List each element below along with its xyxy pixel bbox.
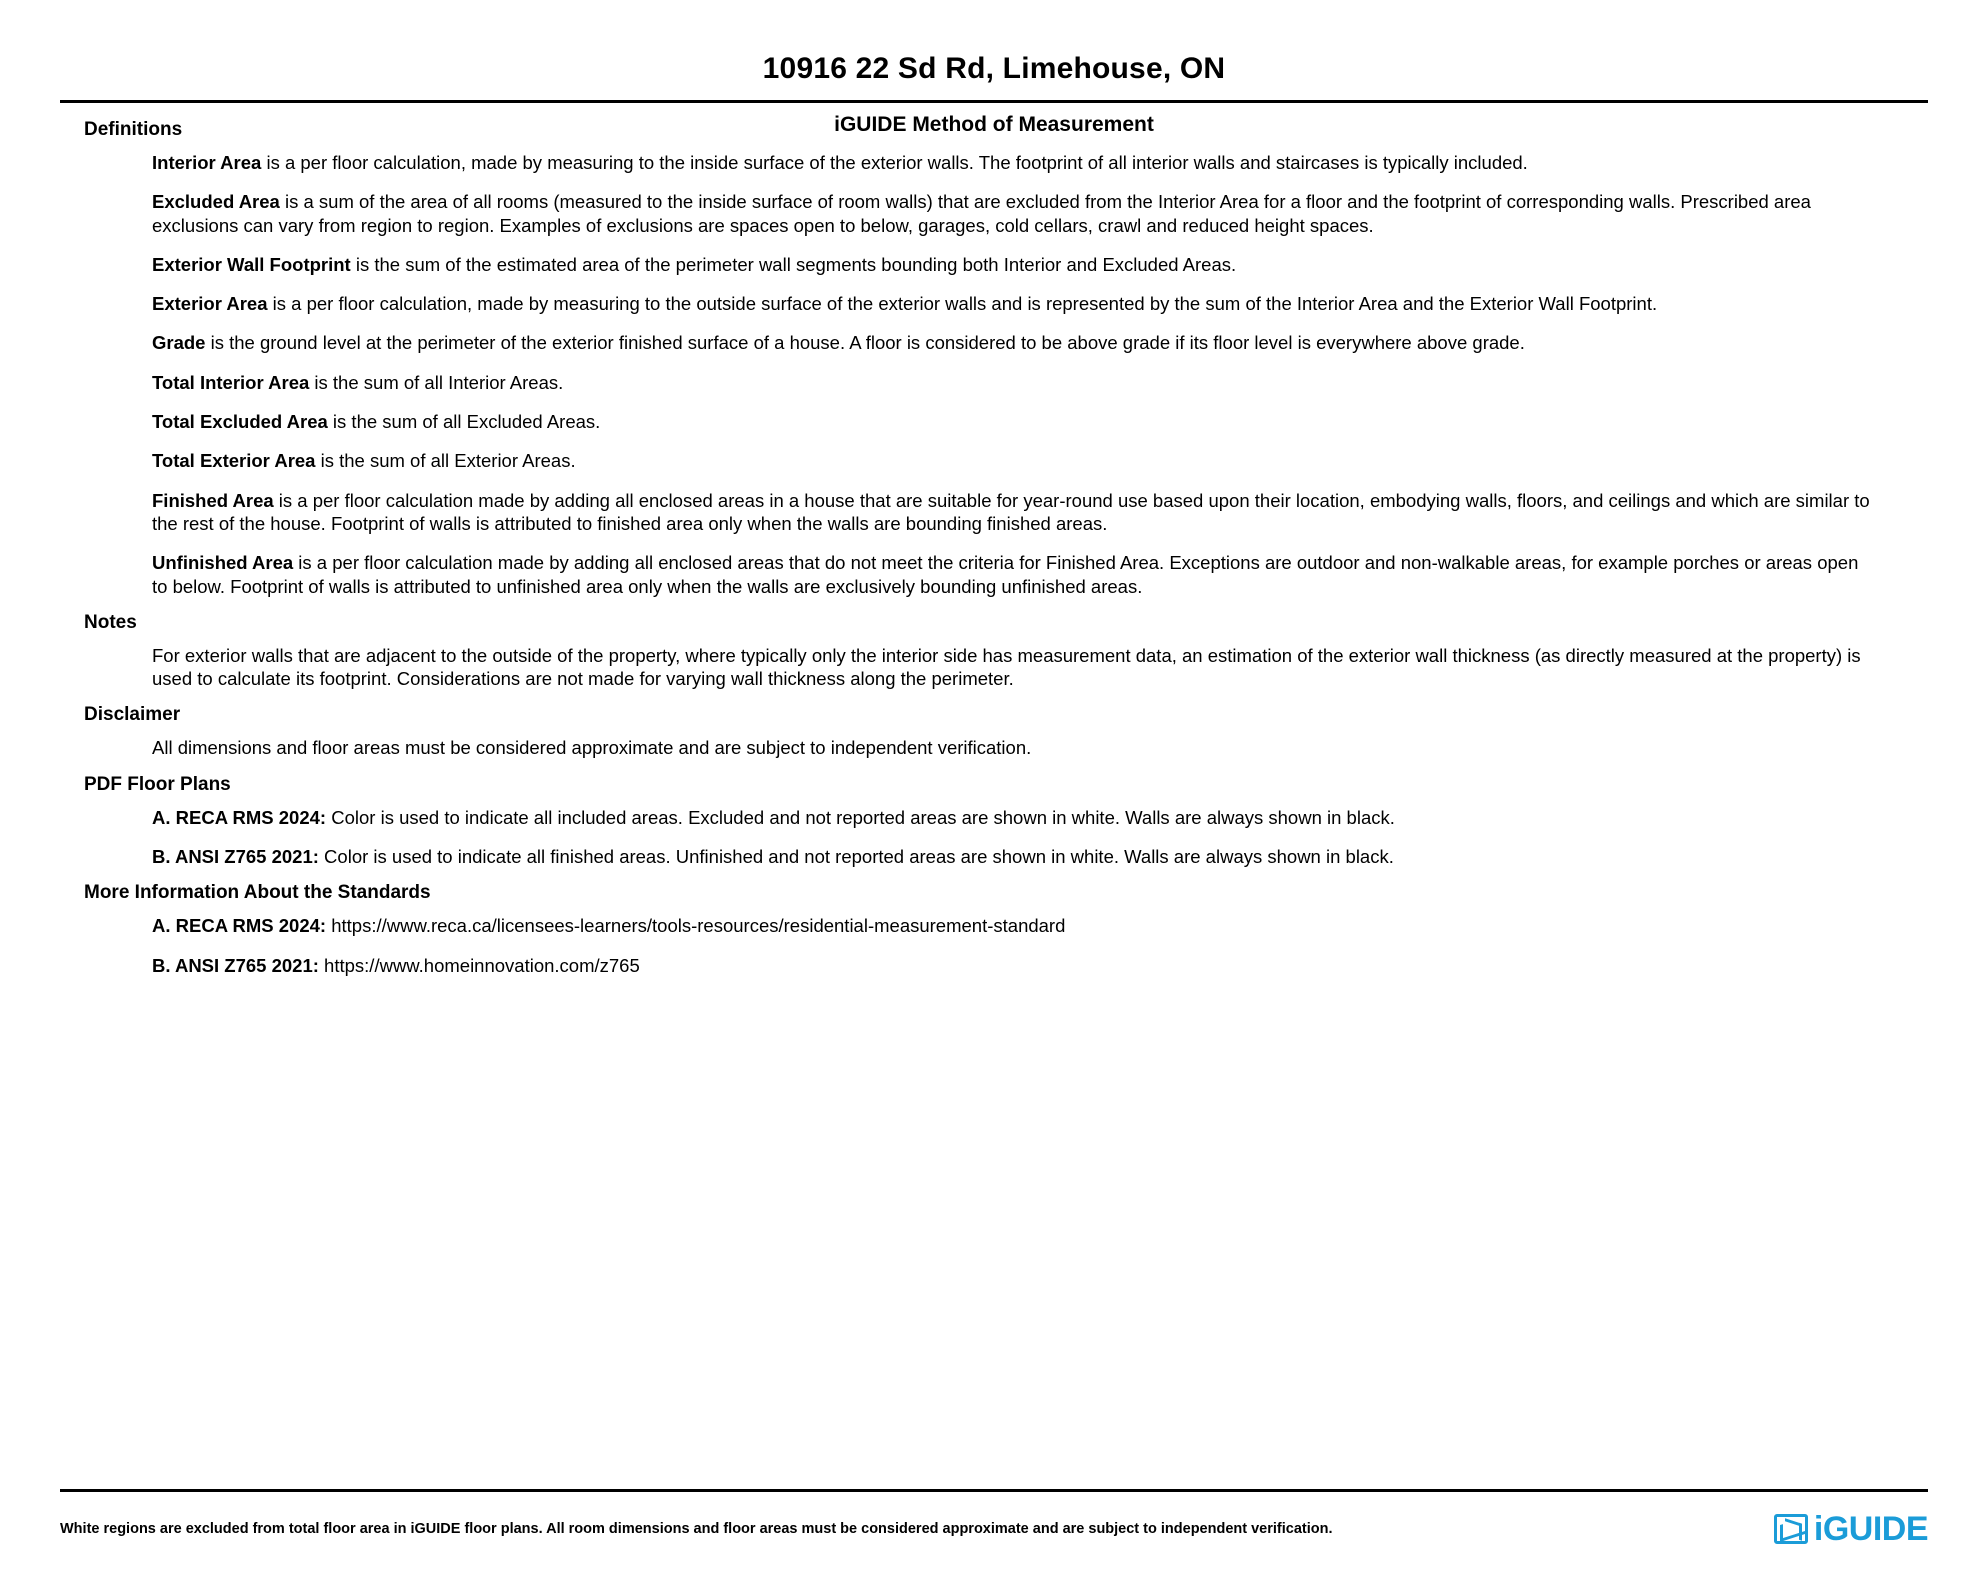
pdf-floor-plan-label: B. ANSI Z765 2021:	[152, 846, 319, 868]
definition-text: is a per floor calculation, made by measuring to the inside surface of the exterior walls. The footprint of all interior walls and staircases is typically included.	[261, 152, 1528, 173]
definition-item	[152, 292, 1876, 315]
section-heading-pdf-floor-plans: PDF Floor Plans	[84, 773, 231, 795]
definition-item	[152, 151, 1876, 174]
iguide-mark-icon	[1774, 1514, 1808, 1544]
definitions-body	[60, 151, 1928, 598]
definition-item	[152, 551, 1876, 598]
page-title: 10916 22 Sd Rd, Limehouse, ON	[762, 52, 1226, 85]
standard-link-url[interactable]: https://www.reca.ca/licensees-learners/tools-resources/residential-measurement-standard	[326, 915, 1066, 937]
definition-term: Unfinished Area	[152, 552, 294, 574]
standard-link-item	[152, 914, 1876, 937]
pdf-floor-plans-body	[60, 806, 1928, 869]
definition-text: is a sum of the area of all rooms (measured to the inside surface of room walls) that are excluded from the Interior Area for a floor and the footprint of corresponding walls. Prescribed area exclusions can vary from region to region. Examples of exclusions are spaces open to below, garages, cold cellars, crawl and reduced height spaces.	[152, 191, 1811, 236]
section-heading-notes: Notes	[84, 611, 137, 633]
standard-link-url[interactable]: https://www.homeinnovation.com/z765	[318, 954, 640, 976]
disclaimer-body	[60, 736, 1928, 759]
footer-divider	[60, 1489, 1928, 1492]
pdf-floor-plan-item	[152, 806, 1876, 829]
pdf-floor-plan-label: A. RECA RMS 2024:	[152, 806, 327, 828]
definition-term: Total Excluded Area	[152, 411, 328, 433]
definition-text: is a per floor calculation, made by measuring to the outside surface of the exterior walls and is represented by the sum of the Interior Area and the Exterior Wall Footprint.	[267, 293, 1658, 315]
definition-text: is the sum of all Excluded Areas.	[327, 411, 601, 433]
standard-link-label: A. RECA RMS 2024:	[152, 915, 327, 937]
definition-term: Grade	[152, 332, 206, 354]
more-information-body	[60, 914, 1928, 977]
notes-body	[60, 644, 1928, 691]
standard-link-item	[152, 954, 1876, 977]
section-heading-disclaimer: Disclaimer	[84, 704, 181, 726]
notes-text: For exterior walls that are adjacent to the outside of the property, where typically only the interior side has measurement data, an estimation of the exterior wall thickness (as directly measured at the property) is used to calculate its footprint. Considerations are not made for varying wall thickness along the perimeter.	[152, 644, 1861, 690]
pdf-floor-plan-item	[152, 845, 1876, 868]
definition-item	[152, 253, 1876, 276]
definition-term: Finished Area	[152, 489, 274, 511]
page-footer	[60, 1512, 1928, 1546]
definition-item	[152, 489, 1876, 536]
definition-text: is the sum of all Interior Areas.	[309, 371, 564, 393]
definition-term: Exterior Wall Footprint	[152, 253, 351, 275]
definition-term: Excluded Area	[152, 191, 280, 213]
iguide-wordmark: iGUIDE	[1813, 1510, 1928, 1548]
definition-term: Exterior Area	[152, 293, 268, 315]
definition-text: is the sum of the estimated area of the perimeter wall segments bounding both Interior and Excluded Areas.	[350, 253, 1237, 275]
title-divider	[60, 100, 1928, 103]
definition-text: is a per floor calculation made by adding all enclosed areas in a house that are suitable for year-round use based upon their location, embodying walls, floors, and ceilings and which are similar to the rest of the house. Footprint of walls is attributed to finished area only when the walls are bounding finished areas.	[152, 489, 1870, 534]
disclaimer-text: All dimensions and floor areas must be considered approximate and are subject to independent verification.	[152, 737, 1032, 759]
definition-item	[152, 410, 1876, 433]
definition-term: Total Interior Area	[152, 371, 310, 393]
definition-item	[152, 190, 1876, 237]
definition-text: is the sum of all Exterior Areas.	[315, 450, 576, 472]
section-heading-more-information: More Information About the Standards	[84, 882, 431, 904]
standard-link-label: B. ANSI Z765 2021:	[152, 954, 319, 976]
definition-text: is the ground level at the perimeter of the exterior finished surface of a house. A floor is considered to be above grade if its floor level is everywhere above grade.	[205, 332, 1525, 354]
section-heading-definitions: Definitions	[84, 119, 183, 140]
footer-note: White regions are excluded from total floor area in iGUIDE floor plans. All room dimensions and floor areas must be considered approximate and are subject to independent verification.	[60, 1521, 1333, 1537]
definition-item	[152, 331, 1876, 354]
definition-item	[152, 371, 1876, 394]
pdf-floor-plan-text: Color is used to indicate all included areas. Excluded and not reported areas are shown in white. Walls are always shown in black.	[326, 806, 1395, 828]
definition-text: is a per floor calculation made by adding all enclosed areas that do not meet the criteria for Finished Area. Exceptions are outdoor and non-walkable areas, for example porches or areas open to below. Footprint of walls is attributed to unfinished area only when the walls are exclusively bounding unfinished areas.	[152, 552, 1859, 597]
document-subtitle: iGUIDE Method of Measurement	[834, 113, 1154, 136]
pdf-floor-plan-text: Color is used to indicate all finished areas. Unfinished and not reported areas are shown in white. Walls are always shown in black.	[318, 846, 1394, 868]
definition-term: Total Exterior Area	[152, 450, 316, 472]
iguide-logo	[1774, 1512, 1928, 1546]
document-page	[0, 52, 1988, 1588]
definition-term: Interior Area	[152, 152, 262, 173]
definition-item	[152, 449, 1876, 472]
